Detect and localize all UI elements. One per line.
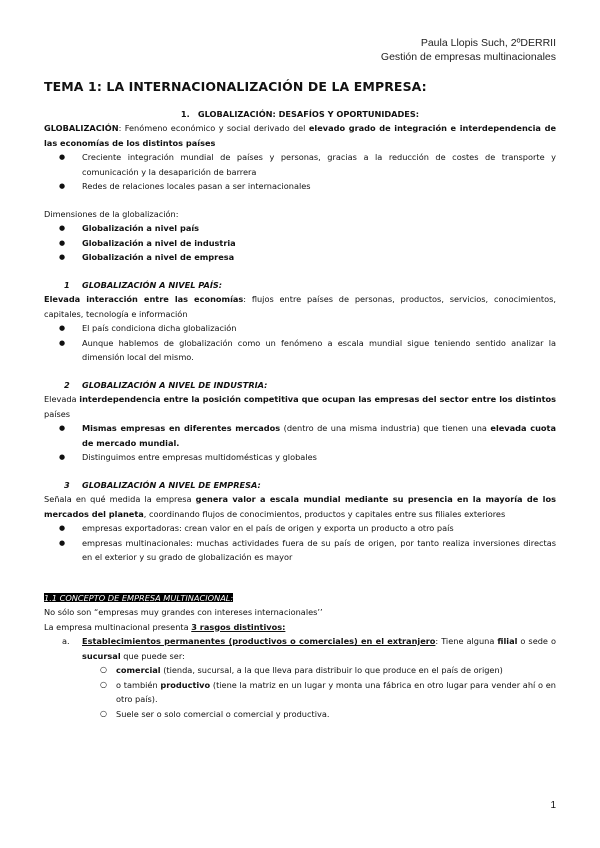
- list-item-a: a. Establecimientos permanentes (productivos o comerciales) en el extranjero: Tiene alguna filial o sede o sucursal que puede ser:: [62, 636, 556, 661]
- subsection-1-bullets: [44, 321, 556, 365]
- globalization-bullets: [44, 150, 556, 194]
- header-author: Paula Llopis Such, 2ºDERRII: [420, 37, 556, 49]
- page-header: [381, 36, 556, 64]
- list-item: ● Aunque hablemos de globalización como un fenómeno a escala mundial sigue teniendo sentido analizar la dimensión local del mismo.: [44, 336, 556, 365]
- list-item: ● Globalización a nivel de industria: [44, 236, 556, 251]
- subsection-1-text: Elevada interacción entre las economías: flujos entre países de personas, productos, servicios, conocimientos, capitales, tecnología e información: [44, 294, 556, 319]
- list-item: ● empresas multinacionales: muchas actividades fuera de su país de origen, por tanto realiza inversiones directas en el exterior y su grado de globalización es mayor: [44, 536, 556, 565]
- subsection-3-bullets: [44, 521, 556, 565]
- subsection-3-text: Señala en qué medida la empresa genera valor a escala mundial mediante su presencia en la mayoría de los mercados del planeta, coordinando flujos de conocimientos, productos y capitales entre sus filiales exteriores: [44, 494, 556, 519]
- list-item: ● Globalización a nivel país: [44, 221, 556, 236]
- document-title: TEMA 1: LA INTERNACIONALIZACIÓN DE LA EMPRESA:: [44, 79, 427, 94]
- subsection-2-text: Elevada interdependencia entre la posición competitiva que ocupan las empresas del sector entre los distintos países: [44, 394, 556, 419]
- list-item: ● empresas exportadoras: crean valor en el país de origen y exporta un producto a otro país: [44, 521, 556, 536]
- list-item: ● Globalización a nivel de empresa: [44, 250, 556, 265]
- dimensions-list: [44, 221, 556, 265]
- document-body: [44, 80, 556, 721]
- list-item: ● Distinguimos entre empresas multidomésticas y globales: [44, 450, 556, 465]
- section-heading-1-1: 1.1 CONCEPTO DE EMPRESA MULTINACIONAL:: [44, 592, 234, 603]
- page-number: 1: [550, 800, 556, 811]
- subsection-heading-3: 3 GLOBALIZACIÓN A NIVEL DE EMPRESA:: [64, 479, 261, 490]
- globalization-definition: GLOBALIZACIÓN: Fenómeno económico y social derivado del elevado grado de integración e interdependencia de las economías de los distintos países: [44, 123, 556, 148]
- multinational-line-2: La empresa multinacional presenta 3 rasgos distintivos:: [44, 621, 286, 632]
- list-item: ● Redes de relaciones locales pasan a ser internacionales: [44, 179, 556, 194]
- section-heading-1: 1. GLOBALIZACIÓN: DESAFÍOS Y OPORTUNIDADES:: [180, 108, 420, 119]
- list-item: ● El país condiciona dicha globalización: [44, 321, 556, 336]
- header-subject: Gestión de empresas multinacionales: [380, 51, 556, 63]
- sub-list-item: ○ comercial (tienda, sucursal, a la que lleva para distribuir lo que produce en el país de origen): [44, 663, 556, 678]
- subsection-heading-2: 2 GLOBALIZACIÓN A NIVEL DE INDUSTRIA:: [64, 379, 268, 390]
- dimensions-intro: Dimensiones de la globalización:: [44, 208, 179, 219]
- multinational-line-1: No sólo son “empresas muy grandes con intereses internacionales’’: [44, 607, 323, 617]
- sub-list-item: ○ o también productivo (tiene la matriz en un lugar y monta una fábrica en otro lugar para vender ahí o en otro país).: [44, 678, 556, 707]
- sub-list-item: ○ Suele ser o solo comercial o comercial y productiva.: [44, 707, 556, 722]
- subsection-heading-1: 1 GLOBALIZACIÓN A NIVEL PAÍS:: [64, 279, 223, 290]
- list-item: ● Creciente integración mundial de países y personas, gracias a la reducción de costes de transporte y comunicación y la desaparición de barrera: [44, 150, 556, 179]
- list-item: ● Mismas empresas en diferentes mercados (dentro de una misma industria) que tienen una elevada cuota de mercado mundial.: [44, 421, 556, 450]
- subsection-2-bullets: [44, 421, 556, 465]
